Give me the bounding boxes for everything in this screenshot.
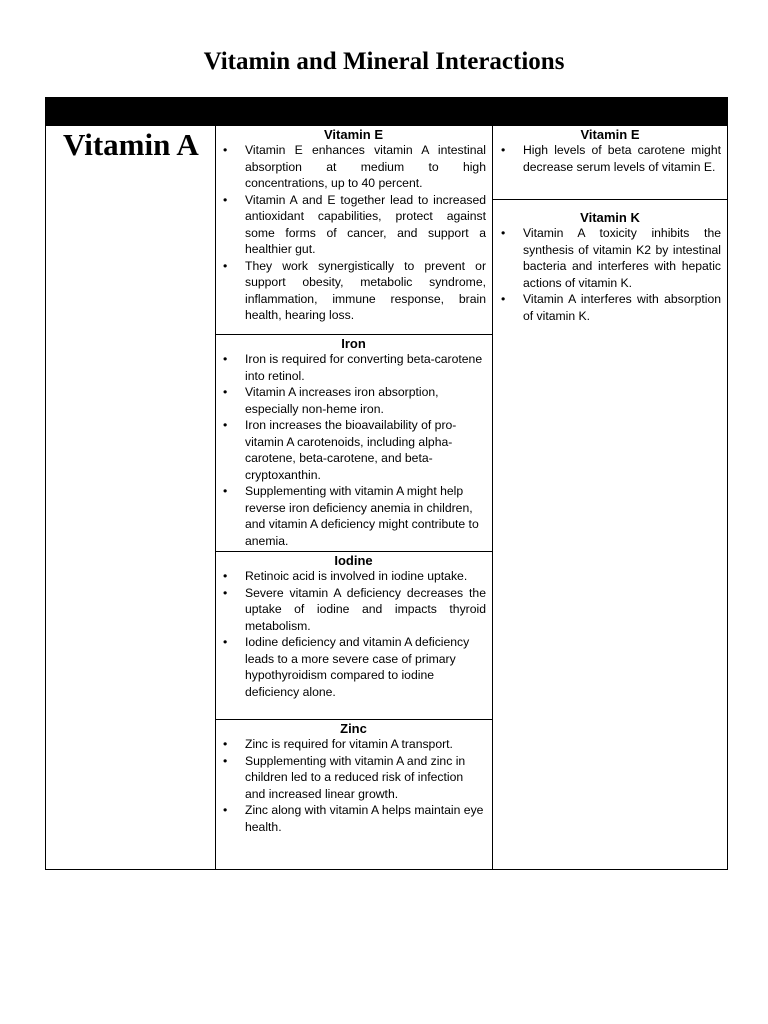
section-heading: Vitamin E [580,127,640,142]
section-iron [215,335,492,552]
page-title: Vitamin and Mineral Interactions [203,48,565,75]
list-item: • Retinoic acid is involved in iodine uptake. [215,568,492,585]
list-item: • They work synergistically to prevent or support obesity, metabolic syndrome, inflammation, immune response, brain health, hearing loss. [215,258,492,324]
bullet-list [215,736,492,835]
list-item: • Vitamin A interferes with absorption of vitamin K. [493,291,727,324]
list-item: • Vitamin A increases iron absorption, especially non-heme iron. [215,384,492,417]
enhancing-interactions-column [215,126,493,869]
list-item: • Vitamin E enhances vitamin A intestinal absorption at medium to high concentrations, up to 40 percent. [215,142,492,192]
bullet-list [215,568,492,700]
list-item: • Supplementing with vitamin A might help reverse iron deficiency anemia in children, and vitamin A deficiency might contribute to anemia. [215,483,492,549]
row-label-vitamin-a: Vitamin A [63,127,199,162]
section-iodine [215,552,492,720]
section-vitamin-k [493,200,727,869]
bullet-list [215,351,492,549]
section-heading: Vitamin K [580,210,640,225]
list-item: • Iodine deficiency and vitamin A deficiency leads to a more severe case of primary hypothyroidism compared to iodine deficiency alone. [215,634,492,700]
row-label-column [46,126,216,869]
section-heading: Iron [341,336,366,351]
list-item: • Iron is required for converting beta-carotene into retinol. [215,351,492,384]
section-heading: Vitamin E [323,127,383,142]
list-item: • Zinc is required for vitamin A transport. [215,736,492,753]
list-item: • Iron increases the bioavailability of pro-vitamin A carotenoids, including alpha-carotene, beta-carotene, and beta-cryptoxanthin. [215,417,492,483]
inhibiting-interactions-column [493,126,727,869]
interactions-table [45,97,728,870]
list-item: • Severe vitamin A deficiency decreases the uptake of iodine and impacts thyroid metabolism. [215,585,492,635]
section-vitamin-e [215,126,492,335]
bullet-list [493,225,727,324]
bullet-list [493,142,727,175]
bullet-list [215,142,492,324]
list-item: • Zinc along with vitamin A helps maintain eye health. [215,802,492,835]
list-item: • Vitamin A and E together lead to increased antioxidant capabilities, protect against some forms of cancer, and support a healthier gut. [215,192,492,258]
list-item: • Supplementing with vitamin A and zinc in children led to a reduced risk of infection and increased linear growth. [215,753,492,803]
list-item: • High levels of beta carotene might decrease serum levels of vitamin E. [493,142,727,175]
section-vitamin-e-inhibition [493,126,727,200]
list-item: • Vitamin A toxicity inhibits the synthesis of vitamin K2 by intestinal bacteria and interferes with hepatic actions of vitamin K. [493,225,727,291]
section-zinc [215,720,492,869]
section-heading: Zinc [340,721,367,736]
table-header-bar [46,98,727,126]
section-heading: Iodine [334,553,373,568]
